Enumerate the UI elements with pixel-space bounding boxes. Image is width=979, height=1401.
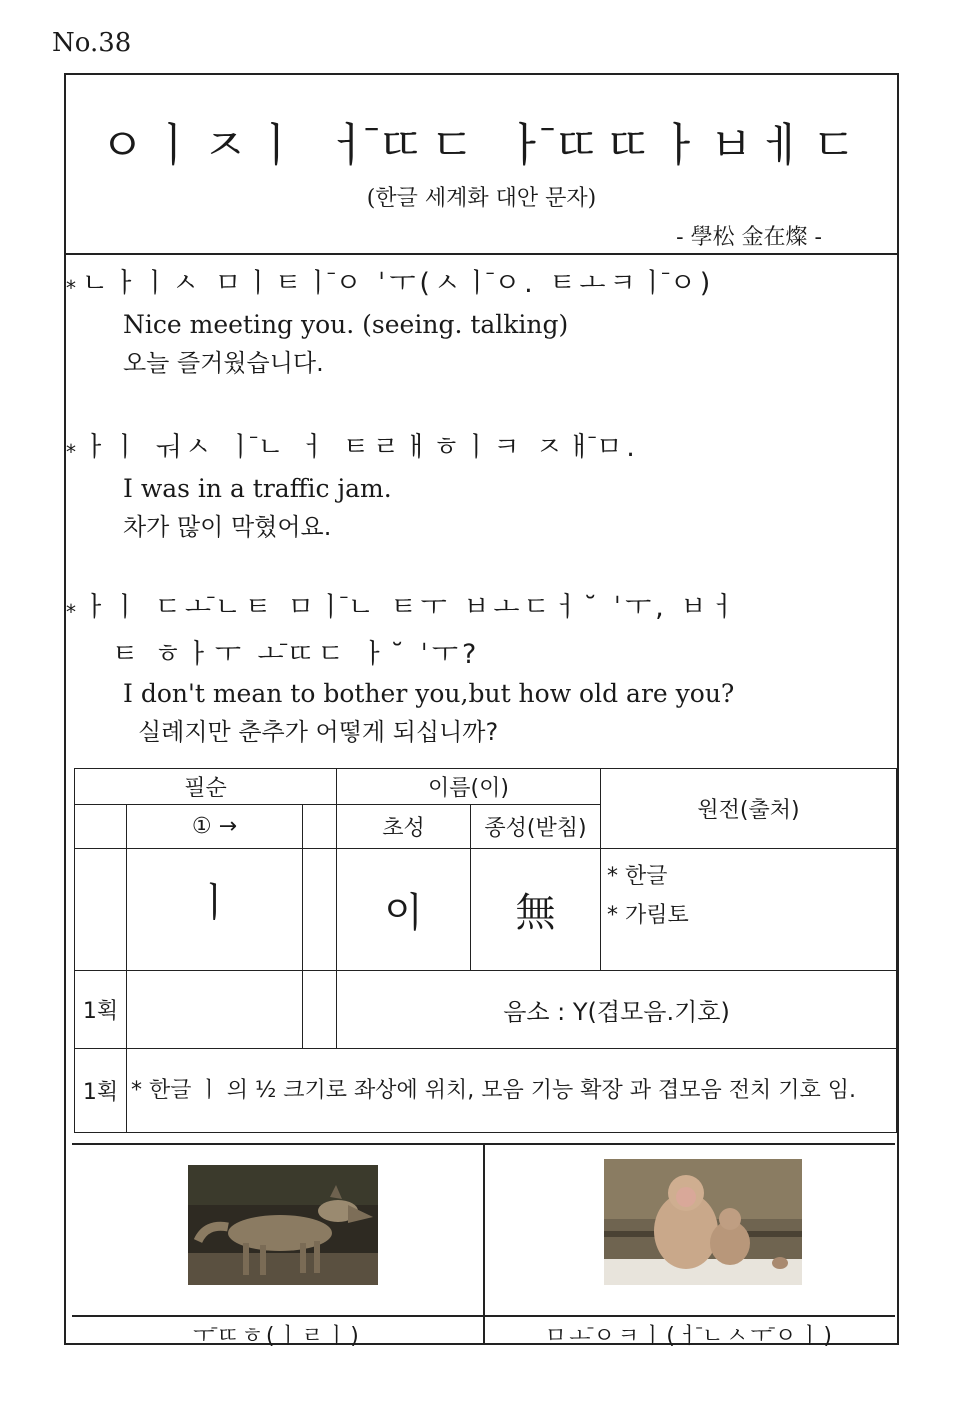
initial-value: 이 [337, 849, 471, 971]
photo-caption-left: ㅜ̄ㄸㅎ(ㅣㄹㅣ) [193, 1324, 362, 1349]
korean-sentence: 오늘 즐거웠습니다. [123, 349, 324, 377]
letter-info-table [74, 768, 897, 1133]
monkey-photo [604, 1159, 802, 1285]
header [66, 75, 897, 255]
final-header: 종성(받침) [471, 805, 601, 849]
photo-cell-left [72, 1145, 483, 1315]
final-value: 無 [471, 849, 601, 971]
origin-item: * 가림토 [607, 903, 689, 928]
bullet-star-icon: * [66, 275, 76, 300]
sentence-block-2 [66, 425, 897, 546]
sentence-block-3 [66, 585, 897, 751]
stroke-count: 1획 [75, 971, 127, 1049]
english-sentence: I don't mean to bother you,but how old are you? [123, 679, 735, 708]
name-header: 이름(이) [337, 769, 601, 805]
origin-header: 원전(출처) [601, 769, 897, 849]
page-number: No.38 [52, 28, 132, 58]
script-line: ㅏㅣ ㄷㅗ̄ㄴㅌ ㅁㅣ̄ㄴ ㅌㅜ ㅂㅗㄷㅓ˘ ˈㅜ, ㅂㅓ [82, 592, 741, 623]
blank-cell [303, 971, 337, 1049]
wolf-photo [188, 1165, 378, 1285]
note-cell: * 한글 ㅣ 의 ½ 크기로 좌상에 위치, 모음 기능 확장 과 겹모음 전치 기호 임. [127, 1049, 897, 1133]
page-subtitle: (한글 세계화 대안 문자) [366, 186, 597, 211]
initial-header: 초성 [337, 805, 471, 849]
photo-section [72, 1143, 895, 1349]
sentence-block-1 [66, 261, 897, 382]
stroke-order-header: 필순 [75, 769, 337, 805]
page-title: ㅇㅣㅈㅣ ㅓ̄ㄸㄷ ㅏ̄ㄸㄸㅏㅂㅔㄷ [99, 118, 864, 172]
blank-cell [303, 805, 337, 849]
stroke-first-header: ① → [127, 805, 303, 849]
korean-sentence: 실례지만 춘추가 어떻게 되십니까? [138, 718, 499, 746]
script-line: ㄴㅏㅣㅅ ㅁㅣㅌㅣ̄ㅇ ˈㅜ(ㅅㅣ̄ㅇ. ㅌㅗㅋㅣ̄ㅇ) [82, 268, 715, 299]
phoneme-cell: 음소 : Y(겹모음.기호) [337, 971, 897, 1049]
script-line: ㅌ ㅎㅏㅜ ㅗ̄ㄸㄷ ㅏ˘ ˈㅜ? [112, 639, 481, 670]
blank-cell [75, 805, 127, 849]
photo-caption-right: ㅁㅗ̄ㅇㅋㅣ(ㅓ̄ㄴㅅㅜ̄ㅇㅣ) [545, 1324, 835, 1349]
author-signature: - 學松 金在燦 - [676, 225, 822, 250]
blank-cell [303, 849, 337, 971]
worksheet-frame [64, 73, 899, 1349]
english-sentence: Nice meeting you. (seeing. talking) [123, 310, 569, 339]
script-line: ㅏㅣ ㅝㅅ ㅣ̄ㄴ ㅓ ㅌㄹㅐㅎㅣㅋ ㅈㅐ̄ㅁ. [82, 432, 639, 463]
origin-item: * 한글 [607, 864, 668, 889]
origin-list [601, 849, 897, 971]
caption-line [72, 1315, 895, 1317]
photo-cell-right [485, 1145, 895, 1315]
bullet-star-icon: * [66, 599, 76, 624]
korean-sentence: 차가 많이 막혔어요. [123, 513, 332, 541]
bullet-star-icon: * [66, 439, 76, 464]
blank-cell [75, 849, 127, 971]
glyph-cell: ㅣ [127, 849, 303, 971]
stroke-count: 1획 [75, 1049, 127, 1133]
blank-cell [127, 971, 303, 1049]
english-sentence: I was in a traffic jam. [123, 474, 392, 503]
